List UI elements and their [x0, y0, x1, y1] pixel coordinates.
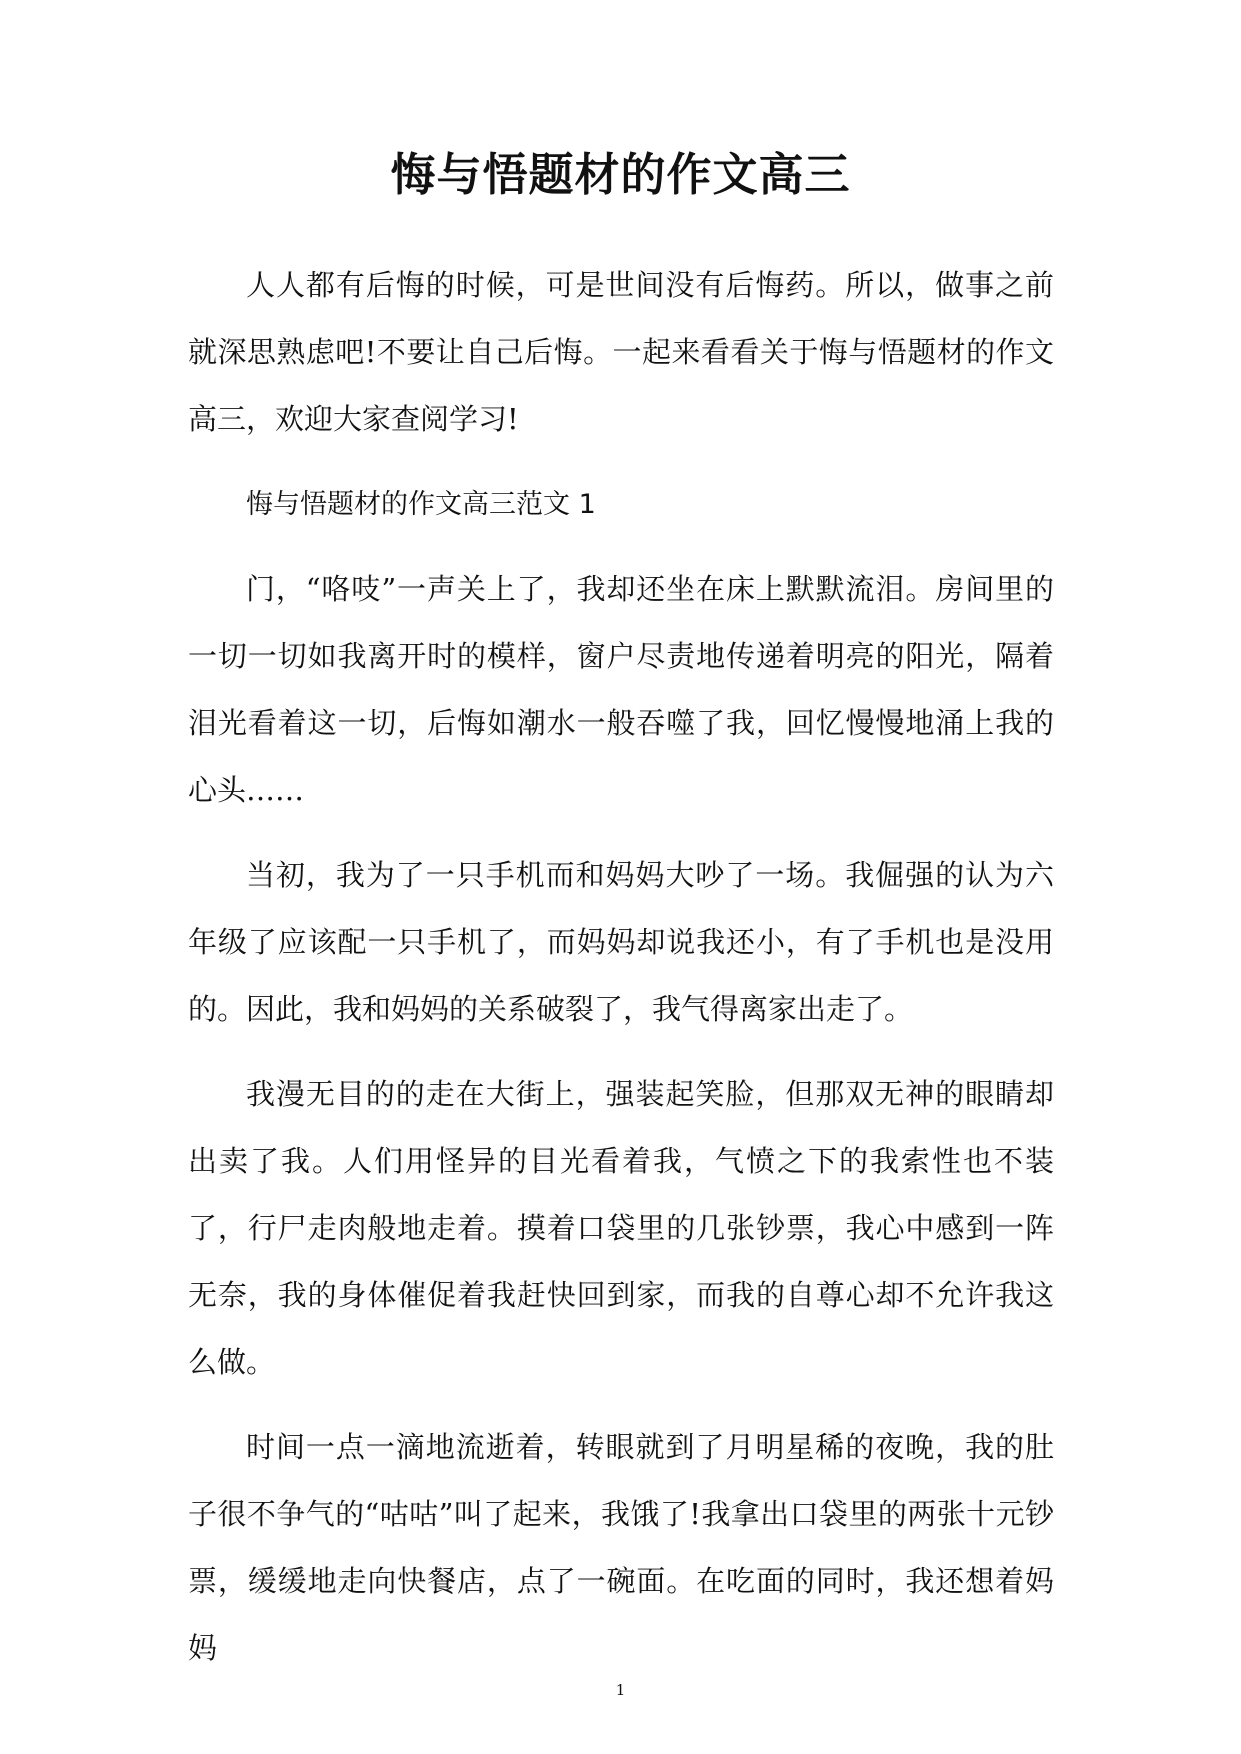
body-paragraph: 我漫无目的的走在大街上，强装起笑脸，但那双无神的眼睛却出卖了我。人们用怪异的目光看着我，气愤之下的我索性也不装了，行尸走肉般地走着。摸着口袋里的几张钞票，我心中感到一阵无奈，我的身体催促着我赶快回到家，而我的自尊心却不允许我这么做。	[188, 1077, 1054, 1379]
page-number: 1	[615, 1681, 626, 1699]
document-title: 悔与悟题材的作文高三	[390, 148, 851, 201]
intro-paragraph: 人人都有后悔的时候，可是世间没有后悔药。所以，做事之前就深思熟虑吧!不要让自己后悔。一起来看看关于悔与悟题材的作文高三，欢迎大家查阅学习!	[188, 268, 1054, 436]
essay-subheading: 悔与悟题材的作文高三范文 1	[246, 489, 596, 520]
body-paragraph: 门，“咯吱”一声关上了，我却还坐在床上默默流泪。房间里的一切一切如我离开时的模样，窗户尽责地传递着明亮的阳光，隔着泪光看着这一切，后悔如潮水一般吞噬了我，回忆慢慢地涌上我的心头……	[188, 572, 1054, 807]
document-body	[188, 252, 1054, 1700]
body-paragraph: 时间一点一滴地流逝着，转眼就到了月明星稀的夜晚，我的肚子很不争气的“咕咕”叫了起来，我饿了!我拿出口袋里的两张十元钞票，缓缓地走向快餐店，点了一碗面。在吃面的同时，我还想着妈妈	[188, 1430, 1054, 1665]
body-paragraph: 当初，我为了一只手机而和妈妈大吵了一场。我倔强的认为六年级了应该配一只手机了，而妈妈却说我还小，有了手机也是没用的。因此，我和妈妈的关系破裂了，我气得离家出走了。	[188, 858, 1054, 1026]
